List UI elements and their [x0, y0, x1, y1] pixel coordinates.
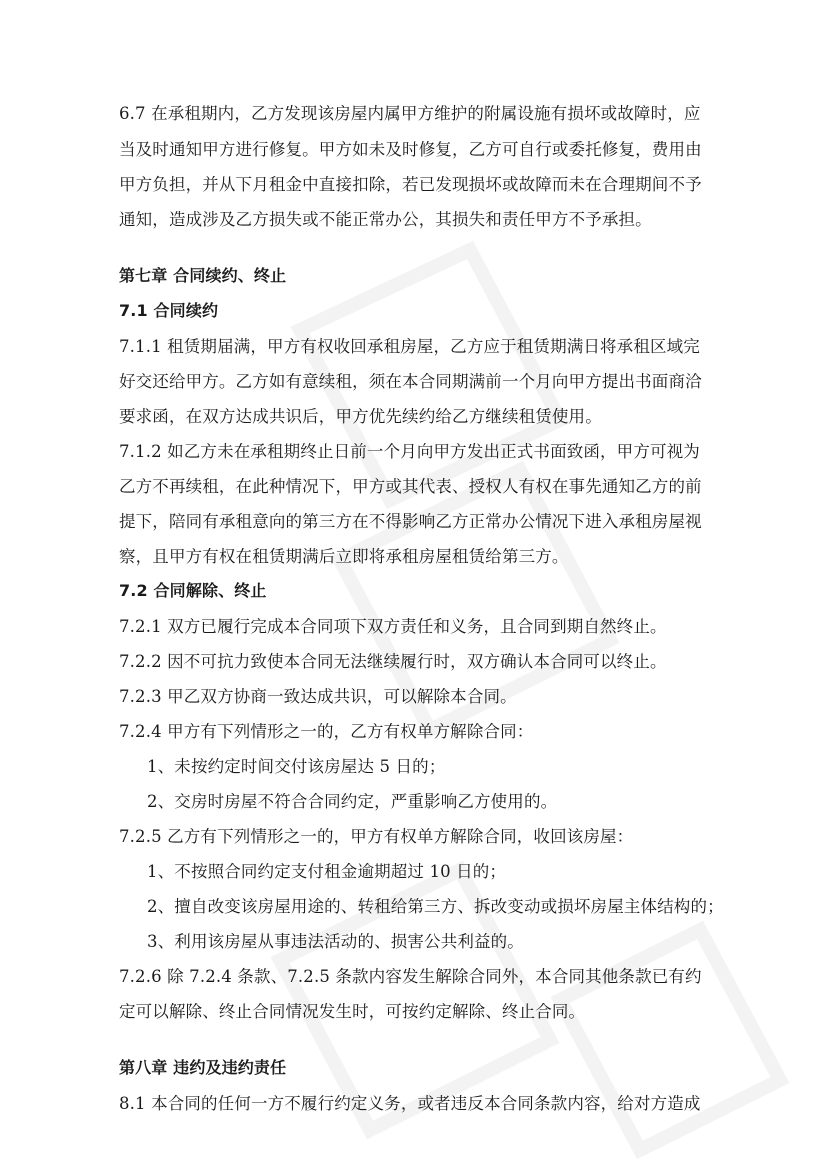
- text-line: 7.2.3 甲乙双方协商一致达成共识，可以解除本合同。: [119, 687, 517, 706]
- text-line: 甲方负担，并从下月租金中直接扣除，若已发现损坏或故障而未在合理期间不予: [119, 175, 702, 194]
- text-line: 6.7 在承租期内，乙方发现该房屋内属甲方维护的附属设施有损坏或故障时，应: [119, 104, 701, 123]
- text-line: 提下，陪同有承租意向的第三方在不得影响乙方正常办公情况下进入承租房屋视: [119, 512, 702, 531]
- text-line: 7.2.5 乙方有下列情形之一的，甲方有权单方解除合同，收回该房屋：: [119, 827, 634, 846]
- list-item: 3、利用该房屋从事违法活动的、损害公共利益的。: [147, 932, 524, 951]
- list-item: 2、擅自改变该房屋用途的、转租给第三方、拆改变动或损坏房屋主体结构的；: [147, 897, 724, 916]
- text-line: 要求函，在双方达成共识后，甲方优先续约给乙方继续租赁使用。: [119, 407, 602, 426]
- list-item: 1、不按照合同约定支付租金逾期超过 10 日的；: [147, 862, 507, 881]
- text-line: 8.1 本合同的任何一方不履行约定义务，或者违反本合同条款内容，给对方造成: [119, 1094, 701, 1113]
- section-heading: 7.1 合同续约: [119, 301, 219, 320]
- text-line: 7.2.4 甲方有下列情形之一的，乙方有权单方解除合同：: [119, 722, 534, 741]
- text-line: 7.2.1 双方已履行完成本合同项下双方责任和义务，且合同到期自然终止。: [119, 617, 667, 636]
- chapter-heading: 第七章 合同续约、终止: [119, 266, 287, 285]
- text-line: 当及时通知甲方进行修复。甲方如未及时修复，乙方可自行或委托修复，费用由: [119, 140, 702, 159]
- section-heading: 7.2 合同解除、终止: [119, 581, 267, 600]
- text-line: 通知，造成涉及乙方损失或不能正常办公，其损失和责任甲方不予承担。: [119, 210, 652, 229]
- text-line: 乙方不再续租，在此种情况下，甲方或其代表、授权人有权在事先通知乙方的前: [119, 477, 702, 496]
- chapter-heading: 第八章 违约及违约责任: [119, 1058, 287, 1077]
- text-line: 7.1.1 租赁期届满，甲方有权收回承租房屋，乙方应于租赁期满日将承租区域完: [119, 337, 700, 356]
- text-line: 7.2.2 因不可抗力致使本合同无法继续履行时，双方确认本合同可以终止。: [119, 652, 667, 671]
- text-line: 定可以解除、终止合同情况发生时，可按约定解除、终止合同。: [119, 1002, 586, 1021]
- list-item: 1、未按约定时间交付该房屋达 5 日的；: [147, 757, 446, 776]
- text-line: 好交还给甲方。乙方如有意续租，须在本合同期满前一个月向甲方提出书面商洽: [119, 372, 702, 391]
- text-line: 察，且甲方有权在租赁期满后立即将承租房屋租赁给第三方。: [119, 547, 569, 566]
- list-item: 2、交房时房屋不符合合同约定，严重影响乙方使用的。: [147, 792, 558, 811]
- text-line: 7.1.2 如乙方未在承租期终止日前一个月向甲方发出正式书面致函，甲方可视为: [119, 442, 700, 461]
- text-line: 7.2.6 除 7.2.4 条款、7.2.5 条款内容发生解除合同外，本合同其他条款已有约: [119, 967, 702, 986]
